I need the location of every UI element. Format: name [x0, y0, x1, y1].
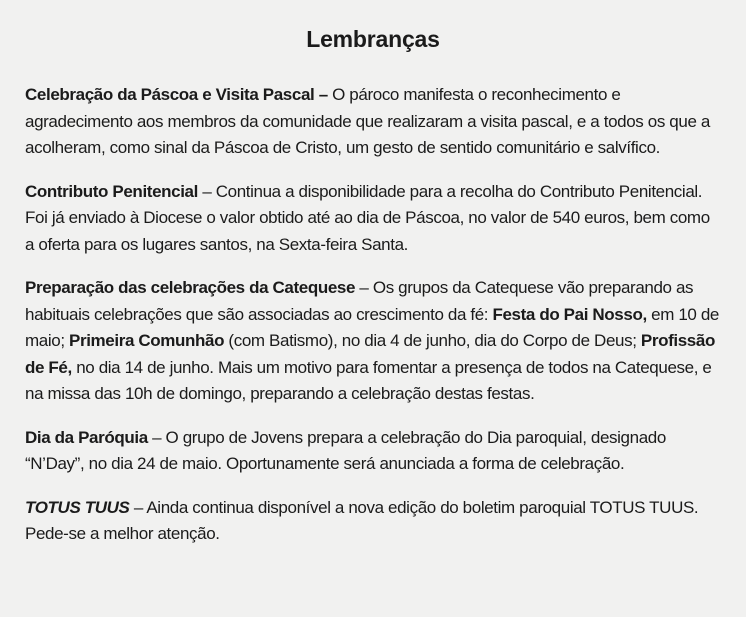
bulletin-body	[25, 82, 721, 548]
bold-run: Primeira Comunhão	[69, 331, 225, 350]
paragraph-dia-da-paroquia	[25, 425, 721, 478]
paragraph-preparacao-celebracoes-catequese	[25, 275, 721, 408]
text-run: – Continua a disponibilidade para a recolha do Contributo Penitencial. Foi já enviado à Diocese o valor obtido até ao dia de Páscoa, no valor de 540 euros, bem como a oferta para os lugares santos, na Sexta-feira Santa.	[25, 181, 710, 254]
text-run: no dia 14 de junho. Mais um motivo para fomentar a presença de todos na Catequese, e na missa das 10h de domingo, preparando a celebração destas festas.	[25, 357, 712, 403]
bold-run: Contributo Penitencial	[25, 181, 198, 201]
text-run: – Os grupos da Catequese vão preparando as habituais celebrações que são associadas ao crescimento da fé:	[25, 278, 694, 324]
bold-run: Festa do Pai Nosso,	[492, 304, 647, 324]
bold-run: TOTUS TUUS	[25, 497, 130, 517]
text-run: em 10 de maio;	[25, 304, 719, 350]
paragraph-celebracao-pascoa-visita-pascal	[25, 82, 721, 162]
paragraph-contributo-penitencial	[25, 179, 721, 259]
text-run: – Ainda continua disponível a nova edição do boletim paroquial TOTUS TUUS. Pede-se a melhor atenção.	[25, 497, 699, 543]
page-title: Lembranças	[306, 26, 440, 52]
paragraph-totus-tuus	[25, 495, 721, 548]
text-run: (com Batismo), no dia 4 de junho, dia do Corpo de Deus;	[224, 331, 641, 350]
text-run: O pároco manifesta o reconhecimento e agradecimento aos membros da comunidade que realizaram a visita pascal, e a todos os que a acolheram, como sinal da Páscoa de Cristo, um gesto de sentido comunitário e salvífico.	[25, 85, 710, 157]
text-run: – O grupo de Jovens prepara a celebração do Dia paroquial, designado “N’Day”, no dia 24 de maio. Oportunamente será anunciada a forma de celebração.	[25, 427, 666, 473]
bold-run: Profissão de Fé,	[25, 331, 715, 377]
bold-run: Preparação das celebrações da Catequese	[25, 278, 356, 297]
bold-run: Dia da Paróquia	[25, 427, 148, 447]
bold-run: Celebração da Páscoa e Visita Pascal –	[25, 85, 333, 104]
